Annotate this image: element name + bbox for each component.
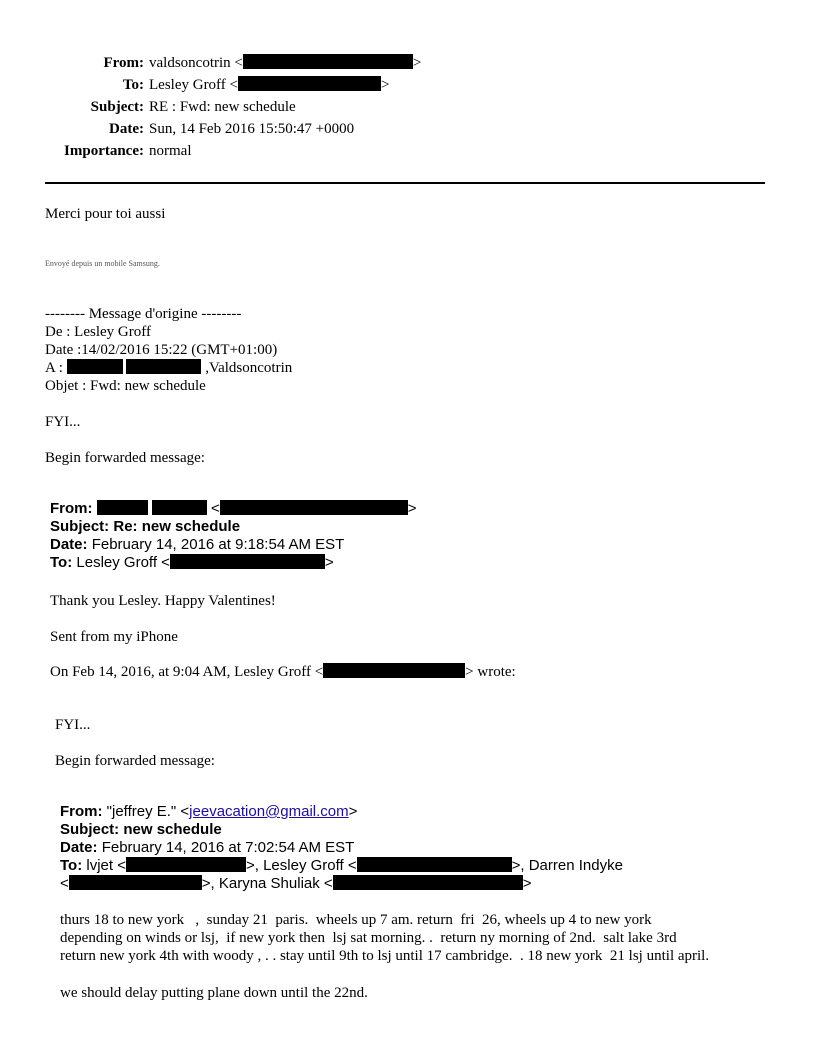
fwd1-to-close: > [324, 554, 334, 571]
fwd3-to-part: > [522, 875, 532, 892]
fwd3-subject-label: Subject: [60, 821, 120, 838]
fwd3-from-email-link[interactable]: jeevacation@gmail.com [189, 803, 349, 820]
header-subject-value: RE : Fwd: new schedule [149, 99, 296, 115]
fwd3-to-line1 [60, 857, 623, 875]
fwd3-to-part: lvjet < [86, 857, 126, 874]
fwd1-date-value: February 14, 2016 at 9:18:54 AM EST [91, 536, 345, 553]
fwd1-date-label: Date: [50, 536, 88, 553]
fwd3-to-label: To: [60, 857, 83, 874]
header-from-name: valdsoncotrin < [149, 55, 243, 71]
header-subject-label: Subject: [90, 99, 144, 115]
fwd3-date [60, 839, 354, 857]
reply-text: Merci pour toi aussi [45, 206, 166, 222]
redaction-box [69, 875, 202, 890]
original-to-prefix: A : [45, 360, 67, 376]
header-from-value [149, 53, 421, 73]
header-date-label: Date: [109, 121, 144, 137]
fwd1-wrote-prefix: On Feb 14, 2016, at 9:04 AM, Lesley Groff < [50, 664, 324, 680]
fwd1-to-label: To: [50, 554, 73, 571]
fwd1-from-label: From: [50, 500, 93, 517]
header-divider [45, 182, 765, 184]
fwd2-fyi: FYI... [55, 717, 91, 733]
header-importance-value: normal [149, 143, 192, 159]
fwd1-subject [50, 518, 240, 536]
original-message-separator: -------- Message d'origine -------- [45, 306, 242, 322]
fwd3-subject-value: new schedule [123, 821, 222, 838]
header-to-close: > [381, 77, 390, 93]
original-date: Date :14/02/2016 15:22 (GMT+01:00) [45, 342, 278, 358]
fwd3-from [60, 803, 357, 821]
fwd1-from-open: < [211, 500, 220, 517]
fwd3-from-close: > [348, 803, 358, 820]
original-subject: Objet : Fwd: new schedule [45, 378, 206, 394]
header-to-name: Lesley Groff < [149, 77, 238, 93]
fwd1-from [50, 500, 417, 518]
fwd3-body-line1: thurs 18 to new york , sunday 21 paris. wheels up 7 am. return fri 26, wheels up 4 to new york [60, 912, 652, 928]
fwd3-date-label: Date: [60, 839, 98, 856]
fwd1-sent-from: Sent from my iPhone [50, 629, 178, 645]
original-from: De : Lesley Groff [45, 324, 151, 340]
original-to-suffix: ,Valdsoncotrin [205, 360, 293, 376]
fwd1-wrote-suffix: > wrote: [465, 664, 516, 680]
begin-forwarded-text: Begin forwarded message: [45, 450, 205, 466]
fwd3-body-line3: return new york 4th with woody , . . stay until 9th to lsj until 17 cambridge. . 18 new york 21 lsj until april. [60, 948, 710, 964]
fwd1-subject-label: Subject: [50, 518, 110, 535]
fwd1-wrote-line [50, 663, 516, 681]
redaction-box [67, 359, 123, 374]
fwd3-from-name: "jeffrey E." < [106, 803, 190, 820]
fwd3-body-line4: we should delay putting plane down until the 22nd. [60, 985, 368, 1001]
header-from-close: > [412, 55, 422, 71]
header-importance-row [0, 141, 816, 161]
fwd1-thanks: Thank you Lesley. Happy Valentines! [50, 593, 276, 609]
fwd3-to-part: < [60, 875, 69, 892]
redaction-box [126, 857, 246, 872]
fwd1-from-close: > [407, 500, 417, 517]
redaction-box [126, 359, 201, 374]
header-subject-row [0, 97, 816, 117]
header-from-row [0, 53, 816, 73]
header-importance-label: Importance: [64, 143, 144, 159]
fwd1-date [50, 536, 344, 554]
fwd3-subject [60, 821, 222, 839]
header-to-value [149, 75, 389, 95]
header-to-label: To: [122, 77, 144, 93]
fwd3-from-label: From: [60, 803, 103, 820]
fwd3-body-line2: depending on winds or lsj, if new york then lsj sat morning. . return ny morning of 2nd. salt lake 3rd [60, 930, 677, 946]
fwd3-to-part: >, Karyna Shuliak < [201, 875, 333, 892]
redaction-box [220, 500, 408, 515]
mobile-signature: Envoyé depuis un mobile Samsung. [45, 259, 160, 268]
redaction-box [97, 500, 148, 515]
fwd1-to [50, 554, 334, 572]
header-to-row [0, 75, 816, 95]
header-date-row [0, 119, 816, 139]
redaction-box [170, 554, 325, 569]
redaction-box [238, 76, 381, 91]
fwd3-date-value: February 14, 2016 at 7:02:54 AM EST [101, 839, 355, 856]
fwd1-subject-value: Re: new schedule [113, 518, 241, 535]
fwd3-to-part: >, Lesley Groff < [246, 857, 357, 874]
fyi-text: FYI... [45, 414, 81, 430]
fwd2-begin-forwarded: Begin forwarded message: [55, 753, 215, 769]
redaction-box [243, 54, 413, 69]
redaction-box [323, 663, 465, 678]
fwd1-to-value: Lesley Groff < [76, 554, 170, 571]
redaction-box [152, 500, 207, 515]
fwd3-to-line2 [60, 875, 531, 893]
fwd3-to-part: >, Darren Indyke [511, 857, 623, 874]
original-to [45, 359, 292, 377]
header-from-label: From: [103, 55, 144, 71]
header-date-value: Sun, 14 Feb 2016 15:50:47 +0000 [149, 121, 355, 137]
redaction-box [357, 857, 512, 872]
redaction-box [333, 875, 523, 890]
